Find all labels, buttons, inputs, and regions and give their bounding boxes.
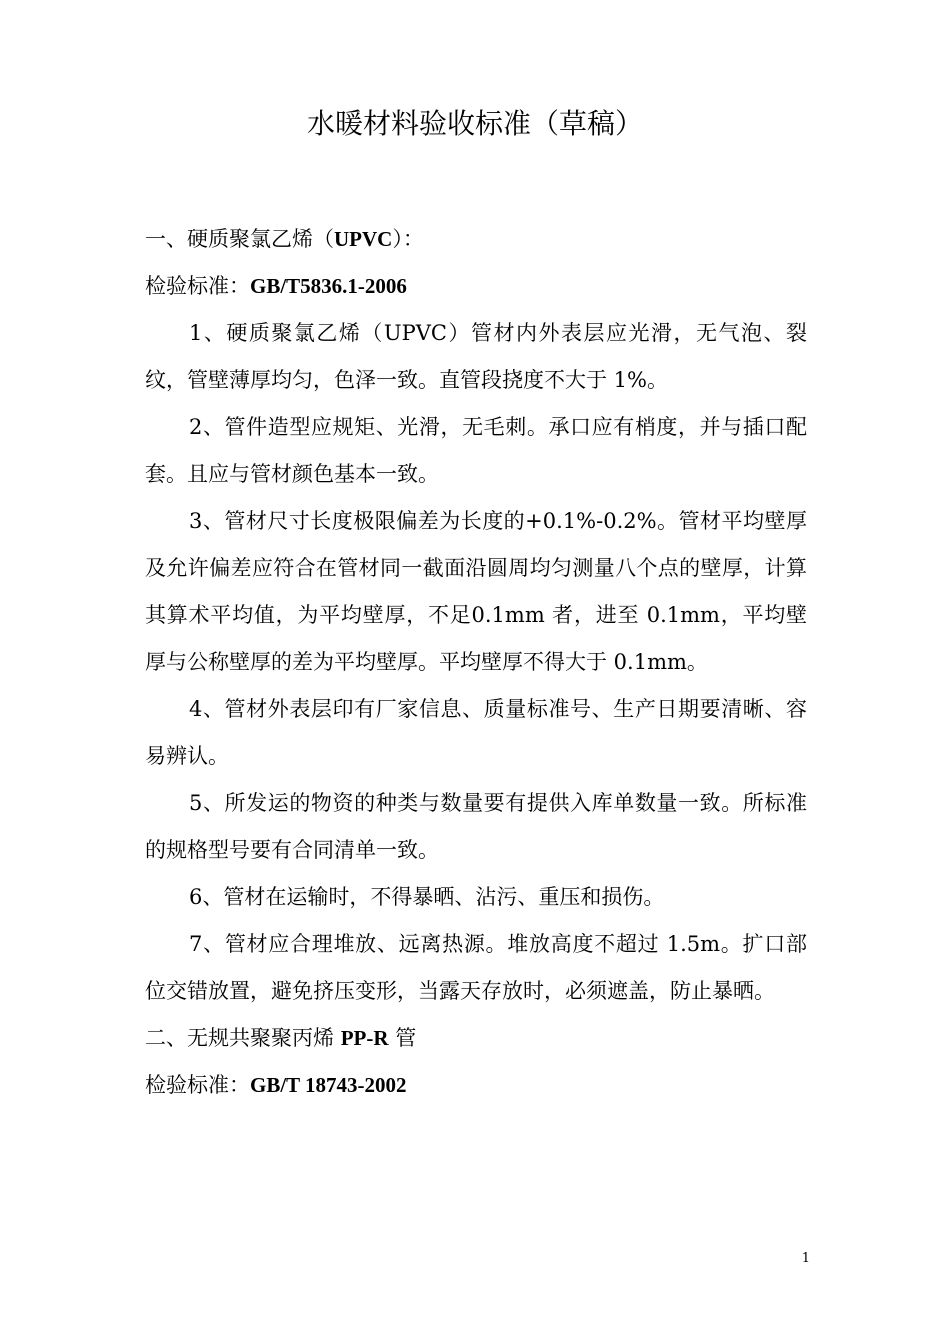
section-1-heading-suffix: ）： xyxy=(392,227,424,251)
section-2-standard xyxy=(145,1062,807,1109)
document-body xyxy=(145,216,807,1109)
section-1-standard-label: 检验标准： xyxy=(145,274,250,298)
section-1-item-7: 7、管材应合理堆放、远离热源。堆放高度不超过 1.5m。扩口部位交错放置，避免挤压变形，当露天存放时，必须遮盖，防止暴晒。 xyxy=(145,932,807,1003)
section-1-item-4: 4、管材外表层印有厂家信息、质量标准号、生产日期要清晰、容易辨认。 xyxy=(145,697,807,768)
section-1-heading xyxy=(145,216,807,263)
section-2-heading-suffix: 管 xyxy=(388,1026,417,1050)
section-2-heading-bold: PP-R xyxy=(340,1026,389,1050)
section-1-standard xyxy=(145,263,807,310)
page-number: 1 xyxy=(801,1251,810,1266)
section-1-heading-bold: UPVC xyxy=(334,227,393,251)
section-1-item-6: 6、管材在运输时，不得暴晒、沾污、重压和损伤。 xyxy=(189,885,665,909)
section-1-standard-code: GB/T5836.1-2006 xyxy=(250,274,407,298)
document-title: 水暖材料验收标准（草稿） xyxy=(306,107,643,140)
section-2-standard-label: 检验标准： xyxy=(145,1073,250,1097)
section-1-item-5: 5、所发运的物资的种类与数量要有提供入库单数量一致。所标准的规格型号要有合同清单一致。 xyxy=(145,791,807,862)
section-2-heading-prefix: 二、无规共聚聚丙烯 xyxy=(145,1026,341,1050)
section-1-item-2: 2、管件造型应规矩、光滑，无毛刺。承口应有梢度，并与插口配套。且应与管材颜色基本一致。 xyxy=(145,415,807,486)
section-1-item-1: 1、硬质聚氯乙烯（UPVC）管材内外表层应光滑，无气泡、裂纹，管壁薄厚均匀，色泽一致。直管段挠度不大于 1%。 xyxy=(145,321,807,392)
section-2-standard-code: GB/T 18743-2002 xyxy=(250,1073,407,1097)
section-1-item-3: 3、管材尺寸长度极限偏差为长度的+0.1%-0.2%。管材平均壁厚及允许偏差应符合在管材同一截面沿圆周均匀测量八个点的壁厚，计算其算术平均值，为平均壁厚，不足0.1mm 者，进至 0.1mm，平均壁厚与公称壁厚的差为平均壁厚。平均壁厚不得大于 0.1mm。 xyxy=(145,509,807,674)
section-2-heading xyxy=(145,1015,807,1062)
section-1-heading-prefix: 一、硬质聚氯乙烯（ xyxy=(145,227,334,251)
